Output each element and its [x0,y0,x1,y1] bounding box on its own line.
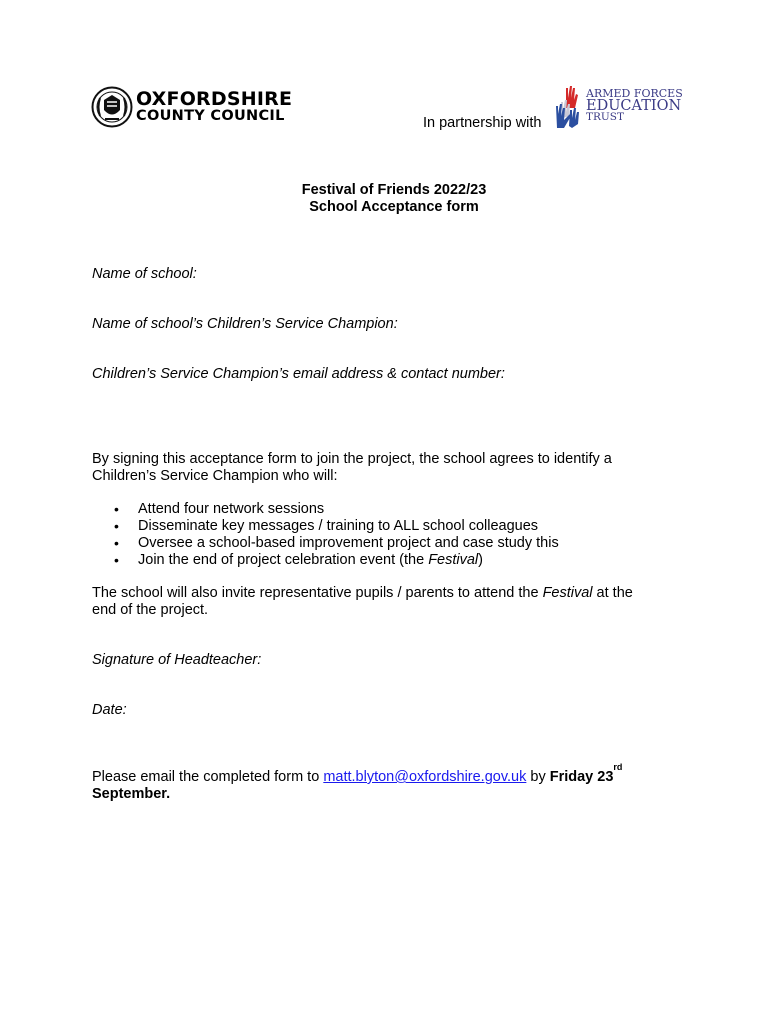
invite-text-part2: at the [592,585,633,601]
list-item-text: Oversee a school-based improvement project and case study this [138,535,559,551]
agreement-intro-line1: By signing this acceptance form to join the project, the school agrees to identify a [92,451,612,467]
document-subtitle: School Acceptance form [309,199,479,215]
partner-name-line1: ARMED FORCES [586,87,683,100]
list-item [92,518,559,535]
bullet-icon: • [114,501,119,517]
list-item-text: Attend four network sessions [138,501,325,517]
county-crest-icon [91,86,133,128]
document-title: Festival of Friends 2022/23 [301,182,487,198]
list-item [92,501,559,518]
submission-instructions [92,762,682,803]
list-item-text: Disseminate key messages / training to ALL school colleagues [138,518,539,534]
armed-forces-education-trust-logo [552,84,682,132]
list-item-text: Join the end of project celebration event (the [138,552,429,568]
agreement-intro-line2: Children’s Service Champion who will: [92,468,338,484]
champion-contact-label: Children’s Service Champion’s email address & contact number: [92,366,505,382]
org-name-line2: COUNTY COUNCIL [136,108,285,124]
champion-name-label: Name of school’s Children’s Service Champion: [92,316,398,332]
bullet-icon: • [114,535,119,551]
festival-italic: Festival [428,552,479,568]
list-item [92,552,559,569]
school-name-label: Name of school: [92,266,197,282]
email-link[interactable]: matt.blyton@oxfordshire.gov.uk [323,769,527,785]
bullet-icon: • [114,518,119,534]
submission-middle: by [526,769,550,785]
invite-paragraph [92,585,682,619]
responsibility-list [92,501,559,569]
oxfordshire-logo [91,86,301,130]
partner-name-line2: EDUCATION [586,98,682,114]
hands-icon [552,84,586,130]
list-item [92,535,559,552]
signature-label: Signature of Headteacher: [92,652,262,668]
org-name-line1: OXFORDSHIRE [136,88,293,110]
partner-name-line3: TRUST [586,111,624,123]
deadline-text: Friday 23 [549,769,614,785]
invite-festival-italic: Festival [542,585,593,601]
list-item-end: ) [478,552,483,568]
partnership-text: In partnership with [423,115,542,131]
date-label: Date: [92,702,127,718]
submission-prefix: Please email the completed form to [92,769,324,785]
invite-text-part1: The school will also invite representative pupils / parents to attend the [92,585,543,601]
bullet-icon: • [114,552,119,568]
deadline-month: September. [92,786,171,802]
agreement-intro [92,451,682,485]
invite-text-line2: end of the project. [92,602,209,618]
deadline-superscript: rd [613,762,623,772]
